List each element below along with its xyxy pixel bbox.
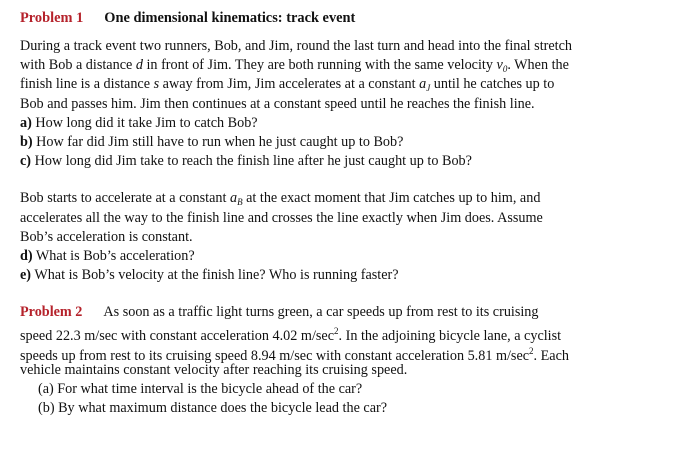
spacer [20, 285, 675, 303]
intro-line-3-c: until he catches up to [430, 76, 555, 93]
problem2-line-3-sup: 2 [529, 345, 534, 356]
question-c [20, 152, 675, 171]
part2-line-2: accelerates all the way to the finish line and crosses the line exactly when Jim does. Assume [20, 209, 543, 226]
question-b [20, 133, 675, 152]
intro-line-2-b: in front of Jim. They are both running with the same velocity [142, 57, 497, 74]
problem1-heading [20, 7, 675, 29]
part2-line-1 [20, 189, 675, 208]
problem2-line-3-b: . Each [533, 347, 569, 364]
problem1-questions-2 [20, 247, 675, 285]
intro-line-3-b: away from Jim, Jim accelerates at a constant [159, 76, 420, 93]
problem2-line-4: vehicle maintains constant velocity after reaching its cruising speed. [20, 361, 408, 378]
var-ab-sub: B [237, 197, 243, 208]
intro-line-4: Bob and passes him. Jim then continues at a constant speed until he reaches the finish line. [20, 95, 535, 112]
question-d-text: What is Bob’s acceleration? [32, 247, 195, 264]
question-a [20, 114, 675, 133]
problem2-question-a: (a) For what time interval is the bicycle ahead of the car? [38, 381, 363, 397]
problem2-line-3 [20, 342, 675, 364]
var-v: v [496, 57, 503, 74]
var-aj: a [419, 76, 427, 93]
question-d [20, 247, 675, 266]
var-ab: a [229, 190, 238, 207]
intro-line-3 [20, 75, 675, 94]
intro-line-2-a: with Bob a distance [20, 57, 136, 74]
problem2-label: Problem 2 [20, 304, 83, 321]
question-a-text: How long did it take Jim to catch Bob? [31, 114, 258, 131]
intro-line-3-a: finish line is a distance [20, 76, 154, 93]
question-e [20, 266, 675, 285]
problem1-intro [20, 37, 675, 114]
part2-line-1-a: Bob starts to accelerate at a constant [20, 190, 230, 207]
problem2-line-2-a: speed 22.3 m/sec with constant acceleration 4.02 m/sec [20, 328, 334, 345]
var-s: s [153, 76, 160, 93]
problem2-question-b: (b) By what maximum distance does the bicycle lead the car? [38, 400, 388, 417]
spacer [20, 29, 675, 37]
question-c-label: c) [20, 153, 32, 170]
problem1-questions-1 [20, 114, 675, 172]
question-d-label: d) [20, 247, 33, 264]
part2-line-3: Bob’s acceleration is constant. [20, 228, 193, 245]
problem2-line-1-text: As soon as a traffic light turns green, a car speeds up from rest to its cruising [103, 304, 539, 321]
problem1-label: Problem 1 [20, 10, 84, 26]
problem2-line-2 [20, 322, 675, 345]
intro-line-2-c: . When the [507, 57, 569, 74]
var-v-sub: 0 [502, 64, 508, 75]
question-a-label: a) [20, 114, 32, 131]
var-aj-sub: J [426, 83, 431, 94]
var-d: d [135, 57, 143, 74]
problem2 [20, 303, 675, 418]
question-b-label: b) [20, 133, 33, 150]
question-e-text: What is Bob’s velocity at the finish line? Who is running faster? [31, 267, 399, 284]
question-e-label: e) [20, 267, 32, 284]
part2-line-1-b: at the exact moment that Jim catches up to him, and [242, 190, 541, 207]
intro-line-1: During a track event two runners, Bob, and Jim, round the last turn and head into the final stretch [20, 38, 572, 54]
problem2-line-2-b: . In the adjoining bicycle lane, a cyclist [338, 328, 562, 345]
intro-line-2 [20, 56, 675, 75]
question-b-text: How far did Jim still have to run when he just caught up to Bob? [32, 133, 404, 150]
problem2-line-2-sup: 2 [334, 326, 339, 337]
problem1-title: One dimensional kinematics: track event [104, 10, 356, 26]
problem1-part2 [20, 189, 675, 247]
document-page [20, 7, 675, 418]
problem2-line-3-a: speeds up from rest to its cruising speed 8.94 m/sec with constant acceleration 5.81 m/sec [20, 347, 530, 364]
problem2-line-1 [20, 303, 675, 322]
question-c-text: How long did Jim take to reach the finish line after he just caught up to Bob? [31, 153, 472, 170]
spacer [20, 171, 675, 189]
